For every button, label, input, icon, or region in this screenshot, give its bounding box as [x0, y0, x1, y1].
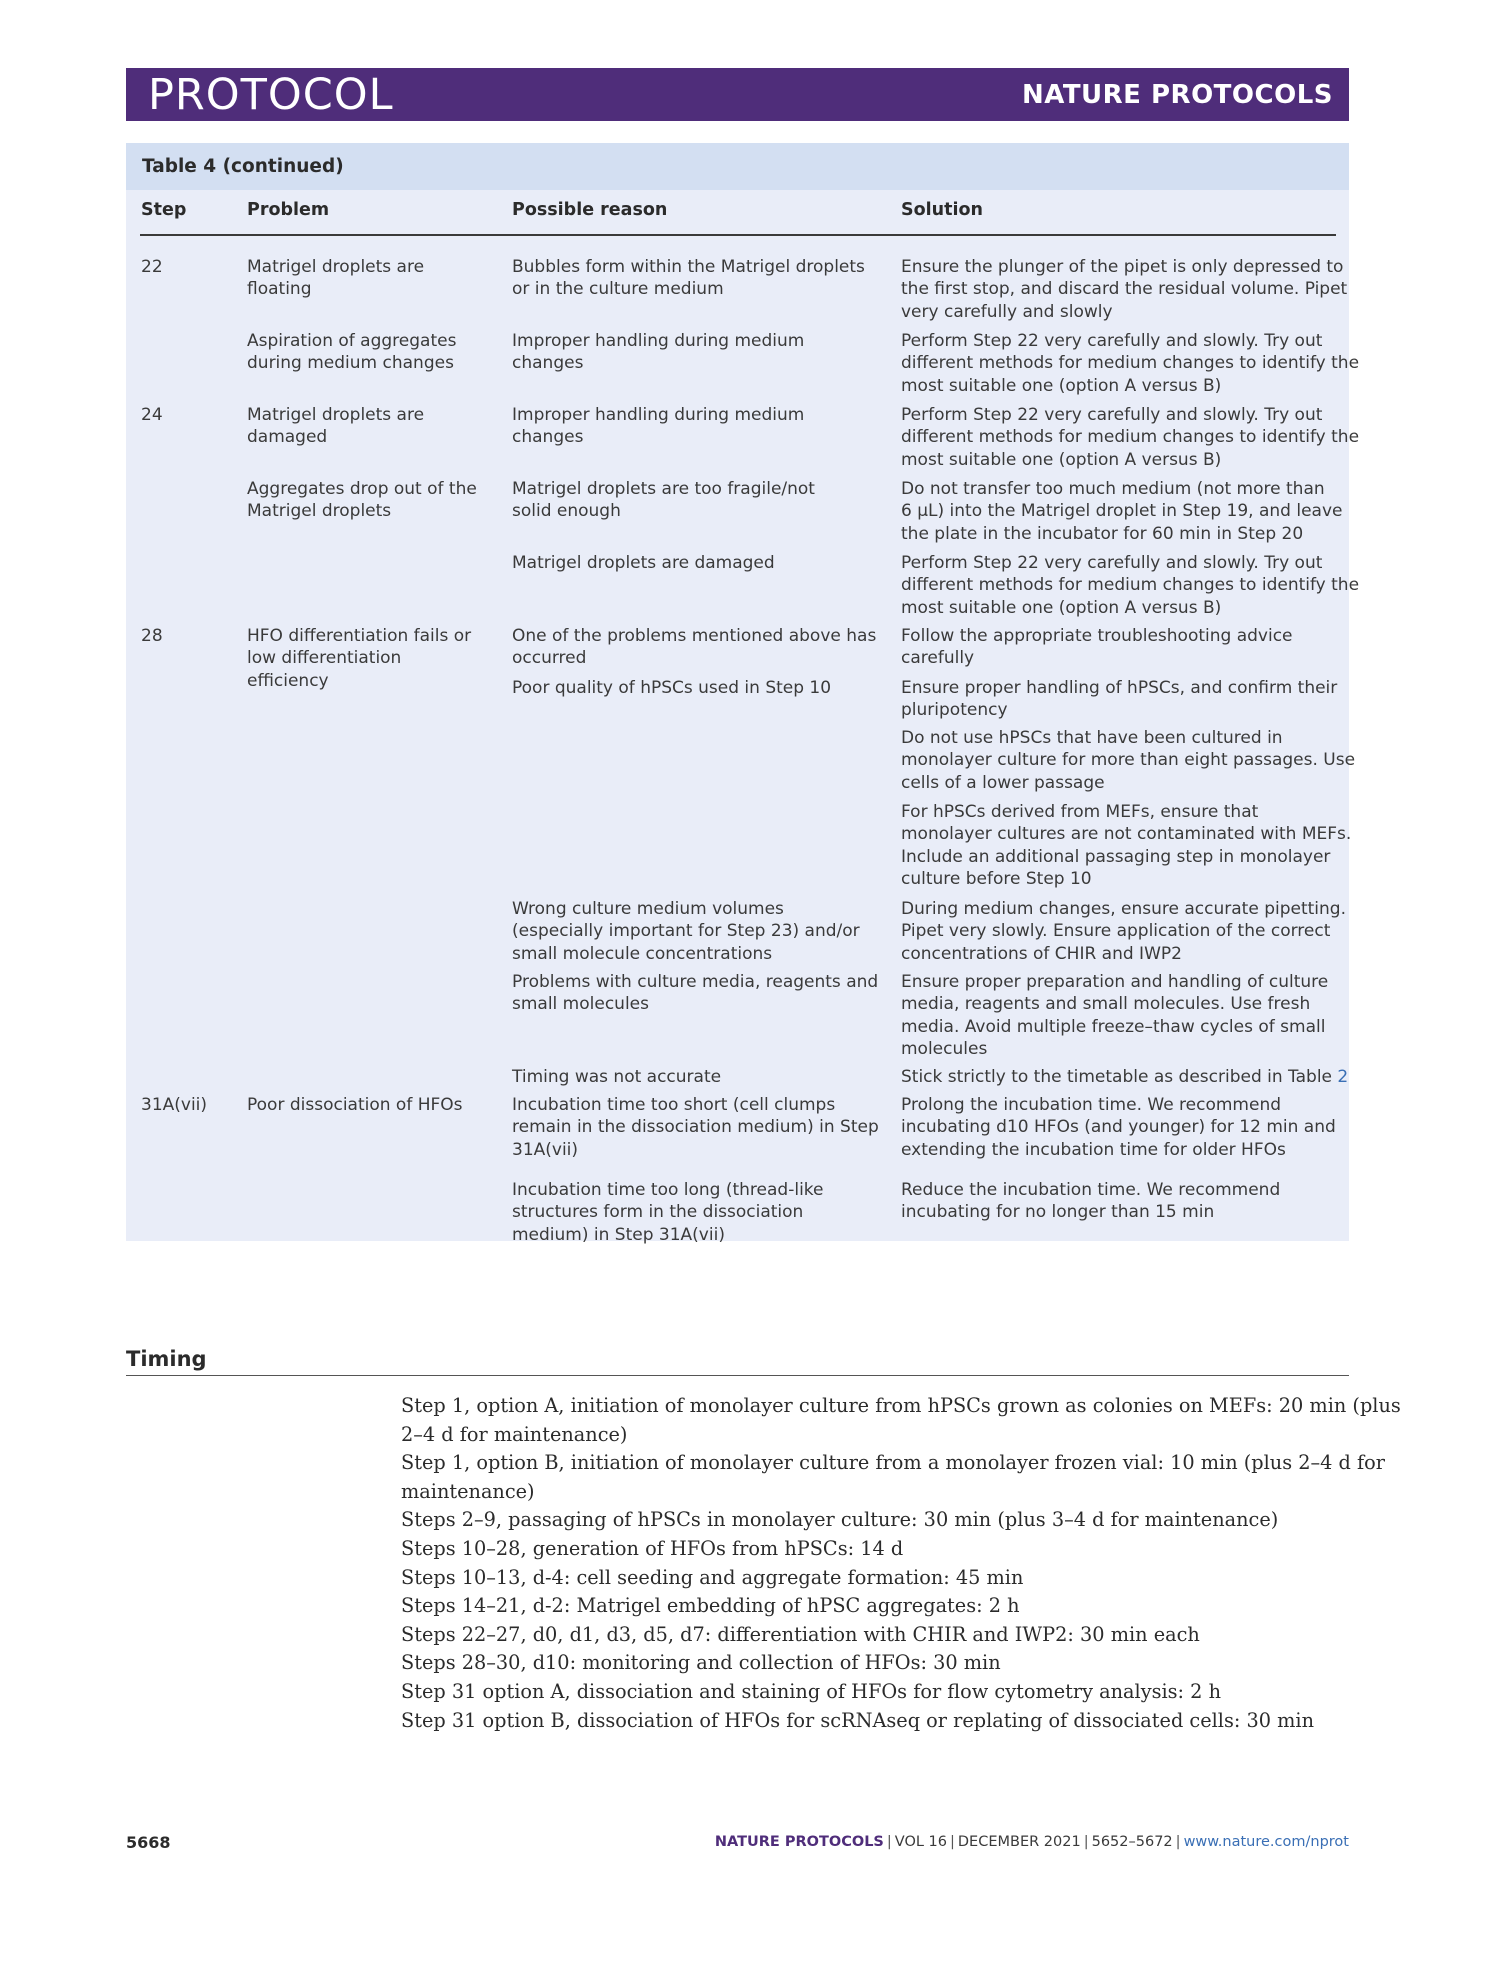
cell-line: HFO differentiation fails or [247, 626, 472, 646]
table-cell-problem [247, 330, 456, 375]
cell-line: Ensure proper handling of hPSCs, and confirm their [901, 678, 1338, 698]
cell-line: different methods for medium changes to identify the [901, 353, 1360, 374]
cell-line: Matrigel droplets are damaged [512, 553, 775, 573]
table-cell-solution [901, 898, 1346, 965]
table-cell-problem [247, 478, 477, 523]
cell-line: incubating d10 HFOs (and younger) for 12 min and [901, 1117, 1336, 1138]
cell-line: (especially important for Step 23) and/or [512, 921, 860, 942]
cell-line: solid enough [512, 501, 621, 522]
table-cell-solution [901, 801, 1351, 890]
table-cell-possible-reason [512, 256, 865, 301]
cell-line: damaged [247, 427, 328, 448]
timing-line: Steps 10–28, generation of HFOs from hPSCs: 14 d [401, 1536, 904, 1560]
cell-line: Do not use hPSCs that have been cultured in [901, 728, 1283, 748]
timing-line: Steps 2–9, passaging of hPSCs in monolayer culture: 30 min (plus 3–4 d for maintenance) [401, 1508, 1279, 1532]
cell-line: or in the culture medium [512, 279, 724, 300]
cell-line: occurred [512, 648, 587, 669]
timing-line: Step 1, option A, initiation of monolayer culture from hPSCs grown as colonies on MEFs: 20 min (plus [401, 1394, 1401, 1417]
cell-line: the first stop, and discard the residual volume. Pipet [901, 279, 1348, 300]
cell-line: low differentiation [247, 648, 402, 669]
table-cell-solution [901, 552, 1359, 619]
cell-line: One of the problems mentioned above has [512, 626, 877, 646]
cell-line [901, 1066, 1348, 1088]
cell-line: Incubation time too long (thread-like [512, 1180, 824, 1200]
column-header-problem: Problem [247, 200, 330, 220]
page-number: 5668 [126, 1833, 171, 1852]
timing-line: Steps 14–21, d-2: Matrigel embedding of hPSC aggregates: 2 h [401, 1594, 1020, 1618]
table-cell-possible-reason [512, 478, 815, 523]
cell-line: most suitable one (option A versus B) [901, 449, 1222, 470]
cell-line: Include an additional passaging step in monolayer [901, 846, 1331, 867]
cell-line: 6 μL) into the Matrigel droplet in Step 19, and leave [901, 501, 1343, 522]
cell-line: different methods for medium changes to identify the [901, 427, 1360, 448]
cell-line: Improper handling during medium [512, 405, 805, 425]
cell-line: medium) in Step 31A(vii) [512, 1224, 725, 1245]
cell-line: During medium changes, ensure accurate pipetting. [901, 899, 1346, 919]
cell-line: Incubation time too short (cell clumps [512, 1095, 836, 1115]
table-cell-possible-reason [512, 677, 831, 699]
table-cell-solution [901, 625, 1293, 670]
cell-line: very carefully and slowly [901, 301, 1113, 322]
cell-line: different methods for medium changes to identify the [901, 575, 1360, 596]
cell-line: most suitable one (option A versus B) [901, 375, 1222, 396]
table-cell-step [141, 404, 163, 426]
cell-line: incubating for no longer than 15 min [901, 1202, 1215, 1223]
cell-line: floating [247, 279, 312, 300]
timing-line: maintenance) [401, 1479, 535, 1503]
table-cell-solution [901, 1066, 1348, 1088]
timing-line: Step 31 option A, dissociation and staining of HFOs for flow cytometry analysis: 2 h [401, 1679, 1221, 1703]
cell-line: media. Avoid multiple freeze–thaw cycles of small [901, 1016, 1326, 1037]
cell-line: most suitable one (option A versus B) [901, 597, 1222, 618]
table-cell-problem [247, 256, 424, 301]
cell-line: concentrations of CHIR and IWP2 [901, 943, 1182, 964]
cell-line: Pipet very slowly. Ensure application of the correct [901, 921, 1331, 942]
cell-line: Perform Step 22 very carefully and slowly. Try out [901, 553, 1323, 573]
table-cell-step [141, 1094, 207, 1116]
cell-line: 31A(vii) [512, 1139, 579, 1160]
cell-line: Matrigel droplets are [247, 405, 425, 425]
column-header-solution: Solution [901, 200, 983, 220]
header-rule [140, 234, 1336, 236]
timing-line: Steps 22–27, d0, d1, d3, d5, d7: differentiation with CHIR and IWP2: 30 min each [401, 1622, 1200, 1646]
cell-line: changes [512, 353, 584, 374]
cell-line: efficiency [247, 670, 329, 691]
cell-line: culture before Step 10 [901, 868, 1092, 889]
table-cell-possible-reason [512, 1094, 879, 1161]
cell-line: small molecule concentrations [512, 943, 773, 964]
footer-date: DECEMBER 2021 [957, 1834, 1081, 1850]
table-cell-possible-reason [512, 404, 804, 449]
cell-line: For hPSCs derived from MEFs, ensure that [901, 802, 1259, 822]
cell-line: Ensure the plunger of the pipet is only depressed to [901, 257, 1344, 277]
cell-line: Do not transfer too much medium (not more than [901, 479, 1325, 499]
cell-line: monolayer culture for more than eight passages. Use [901, 750, 1356, 771]
table-cell-solution [901, 677, 1337, 722]
table-cell-solution [901, 330, 1359, 397]
cell-line: Matrigel droplets [247, 501, 392, 522]
cell-line: molecules [901, 1038, 988, 1059]
cell-line: Timing was not accurate [512, 1067, 722, 1087]
cell-line: 28 [141, 626, 163, 646]
table-cell-possible-reason [512, 971, 878, 1016]
section-label: PROTOCOL [148, 70, 394, 120]
table-cell-solution [901, 727, 1355, 794]
cell-line: changes [512, 427, 584, 448]
cell-line: extending the incubation time for older HFOs [901, 1139, 1286, 1160]
timing-line: Step 1, option B, initiation of monolayer culture from a monolayer frozen vial: 10 min (plus 2–4 d for [401, 1451, 1385, 1475]
cell-line: pluripotency [901, 700, 1008, 721]
cell-line: Poor dissociation of HFOs [247, 1095, 463, 1115]
cell-line: 31A(vii) [141, 1095, 208, 1115]
cell-line: Problems with culture media, reagents and [512, 972, 879, 992]
cell-line: Ensure proper preparation and handling of culture [901, 972, 1329, 992]
cell-line: Matrigel droplets are [247, 257, 425, 277]
cell-line: cells of a lower passage [901, 772, 1105, 793]
timing-rule [126, 1375, 1349, 1376]
footer-pages: 5652–5672 [1091, 1834, 1173, 1850]
table-cell-solution [901, 1179, 1280, 1224]
table-cell-problem [247, 1094, 463, 1116]
cell-line: monolayer cultures are not contaminated with MEFs. [901, 824, 1352, 845]
footer-url-link[interactable]: www.nature.com/nprot [1183, 1834, 1349, 1850]
cell-line: media, reagents and small molecules. Use fresh [901, 994, 1311, 1015]
cell-line: Follow the appropriate troubleshooting advice [901, 626, 1293, 646]
table-cell-step [141, 256, 163, 278]
table-cell-possible-reason [512, 898, 860, 965]
table-cell-solution [901, 478, 1342, 545]
table-cell-possible-reason [512, 1066, 721, 1088]
table-cell-possible-reason [512, 625, 876, 670]
timing-list [401, 1392, 1401, 1735]
cell-line: Poor quality of hPSCs used in Step 10 [512, 678, 832, 698]
cell-line-text: Stick strictly to the timetable as described in Table [901, 1067, 1338, 1087]
timing-line: Steps 28–30, d10: monitoring and collection of HFOs: 30 min [401, 1651, 1001, 1675]
cell-line: structures form in the dissociation [512, 1202, 804, 1223]
column-header-reason: Possible reason [512, 200, 668, 220]
footer-citation: NATURE PROTOCOLS | VOL 16 | DECEMBER 2021 | 5652–5672 | www.nature.com/nprot [714, 1834, 1349, 1850]
table-cell-problem [247, 404, 424, 449]
header-banner [126, 68, 1349, 121]
timing-heading: Timing [126, 1347, 207, 1371]
cell-line: Aspiration of aggregates [247, 331, 457, 351]
timing-line: Steps 10–13, d-4: cell seeding and aggregate formation: 45 min [401, 1565, 1024, 1589]
cell-line: Matrigel droplets are too fragile/not [512, 479, 815, 499]
timing-line: 2–4 d for maintenance) [401, 1422, 628, 1446]
footer-journal: NATURE PROTOCOLS [714, 1834, 884, 1850]
table-cell-solution [901, 971, 1328, 1060]
cell-line: Perform Step 22 very carefully and slowly. Try out [901, 405, 1323, 425]
cell-line: carefully [901, 648, 975, 669]
table-reference-link[interactable]: 2 [1337, 1067, 1349, 1087]
cell-line: Wrong culture medium volumes [512, 899, 784, 919]
table-header [126, 190, 1349, 236]
cell-line: Perform Step 22 very carefully and slowly. Try out [901, 331, 1323, 351]
cell-line: 22 [141, 257, 163, 277]
journal-label: NATURE PROTOCOLS [1021, 80, 1333, 110]
table-cell-step [141, 625, 163, 647]
cell-line: 24 [141, 405, 163, 425]
cell-line: the plate in the incubator for 60 min in Step 20 [901, 523, 1304, 544]
cell-line: Improper handling during medium [512, 331, 805, 351]
footer-volume: VOL 16 [894, 1834, 947, 1850]
cell-line: Bubbles form within the Matrigel droplets [512, 257, 865, 277]
cell-line: during medium changes [247, 353, 454, 374]
table-caption: Table 4 (continued) [126, 143, 1349, 190]
table-cell-solution [901, 404, 1359, 471]
cell-line: Prolong the incubation time. We recommend [901, 1095, 1282, 1115]
cell-line: small molecules [512, 994, 649, 1015]
column-header-step: Step [141, 200, 187, 220]
table-cell-solution [901, 1094, 1336, 1161]
table-cell-possible-reason [512, 1179, 824, 1246]
cell-line: Aggregates drop out of the [247, 479, 477, 499]
troubleshooting-table [126, 143, 1360, 1245]
cell-line: remain in the dissociation medium) in Step [512, 1117, 879, 1138]
table-cell-possible-reason [512, 552, 775, 574]
timing-line: Step 31 option B, dissociation of HFOs for scRNAseq or replating of dissociated cells: 30 min [401, 1708, 1315, 1732]
table-cell-problem [247, 625, 471, 692]
table-cell-solution [901, 256, 1347, 323]
table-cell-possible-reason [512, 330, 804, 375]
cell-line: Reduce the incubation time. We recommend [901, 1180, 1281, 1200]
